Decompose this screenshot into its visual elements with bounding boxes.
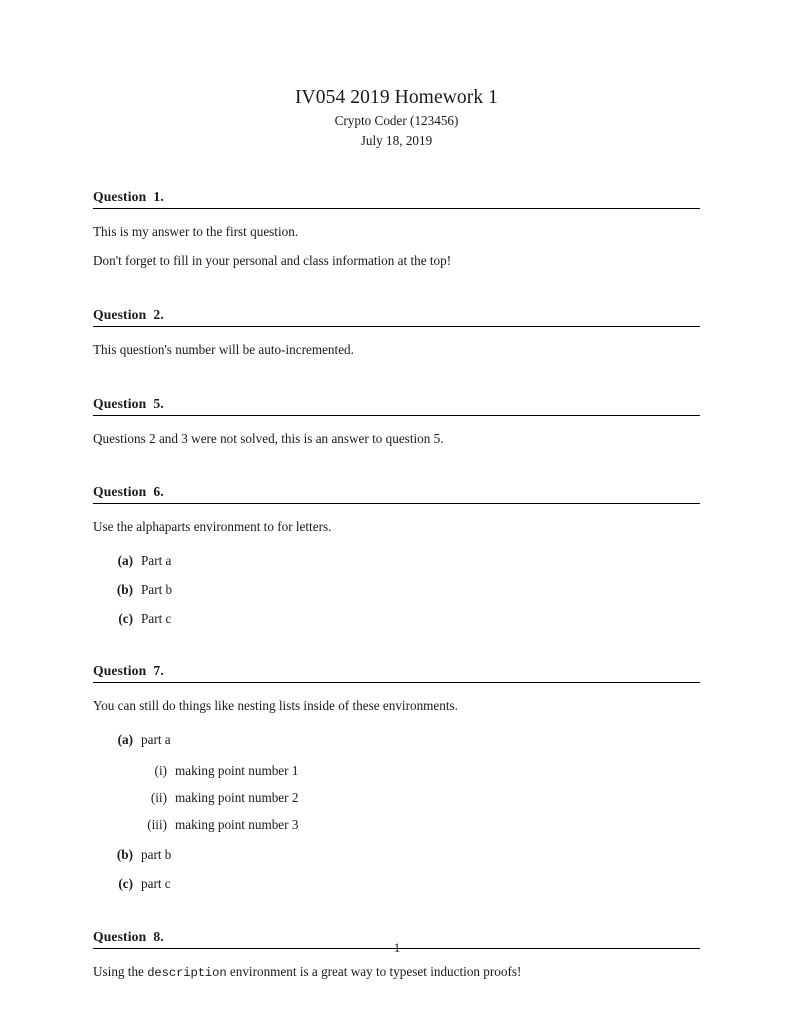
list-item <box>93 846 700 864</box>
document-date: July 18, 2019 <box>360 132 433 148</box>
part-text: Part c <box>141 610 172 626</box>
question-body <box>93 963 700 982</box>
question-paragraph <box>93 963 700 982</box>
part-text: Part a <box>141 553 172 569</box>
list-item <box>93 875 700 893</box>
part-text: part b <box>141 847 172 863</box>
question-rule <box>93 326 700 327</box>
question-heading: Question 1. <box>93 189 164 205</box>
question-paragraph: This is my answer to the first question. <box>93 224 299 240</box>
question-heading: Question 7. <box>93 663 164 679</box>
question-heading: Question 6. <box>93 484 164 500</box>
question-section-2 <box>93 307 700 360</box>
question-heading: Question 8. <box>93 929 164 945</box>
question-paragraph: Don't forget to fill in your personal and class information at the top! <box>93 253 452 269</box>
page-number: 1 <box>393 941 401 955</box>
part-text: part a <box>141 732 171 748</box>
part-label: (b) <box>116 847 133 863</box>
question-body <box>93 341 700 360</box>
part-text: part c <box>141 876 171 892</box>
question-paragraph: Use the alphaparts environment to for letters. <box>93 519 332 535</box>
document-title: IV054 2019 Homework 1 <box>294 87 499 108</box>
list-item <box>93 762 700 780</box>
part-text: Part b <box>141 581 173 597</box>
part-label: (c) <box>118 610 133 626</box>
page-content <box>93 0 700 982</box>
alpha-parts-list <box>93 552 700 627</box>
question-paragraph: Questions 2 and 3 were not solved, this is an answer to question 5. <box>93 430 444 446</box>
paragraph-text-after: environment is a great way to typeset induction proofs! <box>226 964 522 980</box>
question-rule <box>93 415 700 416</box>
title-block <box>93 0 700 150</box>
list-item <box>93 610 700 628</box>
list-item <box>93 789 700 807</box>
question-body <box>93 430 700 449</box>
paragraph-text-before: Using the <box>93 964 148 980</box>
alpha-parts-list <box>93 731 700 893</box>
nested-list-container <box>93 762 700 833</box>
inline-code: description <box>147 966 227 981</box>
subpart-text: making point number 1 <box>175 763 299 778</box>
subpart-label: (ii) <box>150 789 167 805</box>
part-label: (a) <box>117 732 133 748</box>
question-section-7 <box>93 663 700 893</box>
question-section-5 <box>93 396 700 449</box>
subpart-label: (i) <box>154 763 167 778</box>
question-body <box>93 697 700 893</box>
subpart-text: making point number 3 <box>175 816 299 832</box>
question-section-6 <box>93 484 700 627</box>
question-paragraph: You can still do things like nesting lists inside of these environments. <box>93 698 458 714</box>
part-label: (b) <box>116 581 133 597</box>
list-item <box>93 552 700 570</box>
part-label: (a) <box>117 553 133 569</box>
roman-subparts-list <box>93 762 700 833</box>
question-body <box>93 518 700 627</box>
question-heading: Question 2. <box>93 306 164 322</box>
list-item <box>93 731 700 749</box>
question-rule <box>93 208 700 209</box>
question-rule <box>93 503 700 504</box>
subpart-text: making point number 2 <box>175 789 299 805</box>
list-item <box>93 581 700 599</box>
question-paragraph: This question's number will be auto-incremented. <box>93 341 354 357</box>
question-section-1 <box>93 189 700 270</box>
list-item <box>93 816 700 834</box>
document-author: Crypto Coder (123456) <box>334 113 459 129</box>
part-label: (c) <box>118 876 133 892</box>
subpart-label: (iii) <box>147 816 167 832</box>
question-heading: Question 5. <box>93 395 164 411</box>
question-rule <box>93 682 700 683</box>
question-body <box>93 223 700 270</box>
